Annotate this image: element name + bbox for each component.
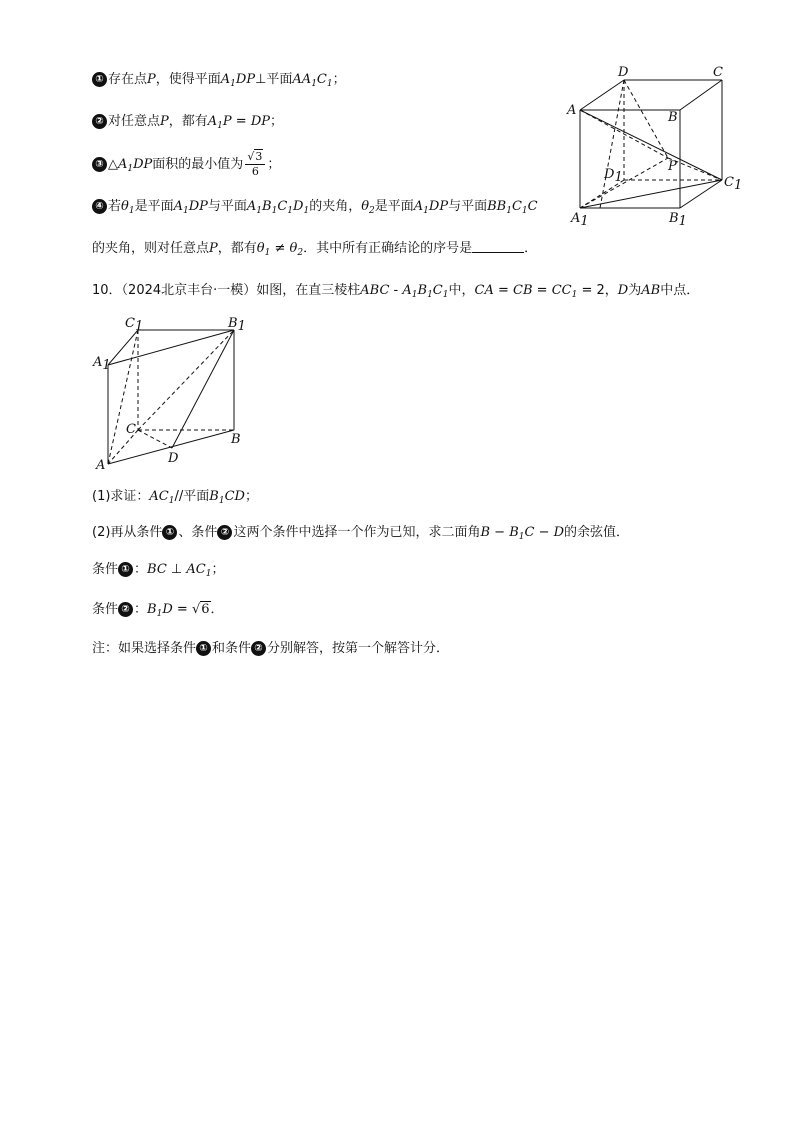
cube-label-C: C	[713, 65, 723, 80]
prism-label-C1: C1	[125, 316, 144, 334]
number-3: ③	[92, 157, 107, 172]
statement-1: ① 存在点P，使得平面$A_1DP\perp$平面$AA_1C_1$；	[92, 70, 346, 90]
number-4: ④	[92, 199, 107, 214]
statement-2: ② 对任意点P，都有$A_1P$ = DP；	[92, 112, 283, 132]
cube-label-B1: B1	[669, 211, 687, 229]
note: 注：如果选择条件 ① 和条件 ② 分别解答，按第一个解答计分．	[92, 641, 450, 656]
prism-label-D: D	[168, 451, 179, 466]
cube-label-D1: D1	[604, 167, 623, 185]
question-10-stem: 10．（2024北京丰台·一模）如图，在直三棱柱ABC - $A_1B_1C_1$中，CA = CB = $CC_1 = 2$，D为AB中点．	[92, 283, 700, 300]
statement-3: ③ $\triangle A_1DP$面积的最小值为 $\frac{√3}{6}$ ；	[92, 150, 280, 180]
cube-label-A: A	[567, 103, 577, 118]
part-1: (1)求证：$AC_1//$平面$B_1CD$；	[92, 489, 258, 506]
sqrt-6: √6	[191, 602, 210, 617]
prism-label-A1: A1	[93, 355, 111, 373]
condition-1: 条件 ① ：BC ⊥ $AC_1$；	[92, 562, 225, 579]
cube-figure	[555, 60, 755, 230]
cube-label-C1: C1	[724, 175, 743, 193]
cube-label-P: P	[668, 159, 677, 174]
prism-label-C: C	[126, 422, 136, 437]
statement-4-continued: 的夹角，则对任意点P，都有$\theta_1 \ne \theta_2$．其中所有正确结论的序号是 ．	[92, 241, 538, 258]
number-2: ②	[92, 114, 107, 129]
statement-4: ④ 若$\theta_1$是平面$A_1DP$与平面$A_1B_1C_1D_1$的夹角，$\theta_2$是平面$A_1DP$与平面$BB_1C_1C$	[92, 197, 538, 217]
cube-label-D: D	[618, 65, 629, 80]
number-1: ①	[92, 72, 107, 87]
answer-blank	[472, 240, 524, 253]
part-2: (2)再从条件 ① 、条件 ② 这两个条件中选择一个作为已知，求二面角$B - B_1C - D$的余弦值．	[92, 525, 630, 542]
cube-label-B: B	[668, 110, 678, 125]
condition-2: 条件 ② ：$B_1D = √6$．	[92, 602, 224, 619]
cube-label-A1: A1	[571, 211, 589, 229]
prism-label-A: A	[96, 458, 106, 470]
fraction-sqrt3-over-6: $\frac{√3}{6}$	[245, 150, 265, 179]
prism-label-B1: B1	[228, 316, 246, 334]
prism-label-B: B	[231, 432, 241, 447]
prism-figure	[90, 310, 250, 470]
